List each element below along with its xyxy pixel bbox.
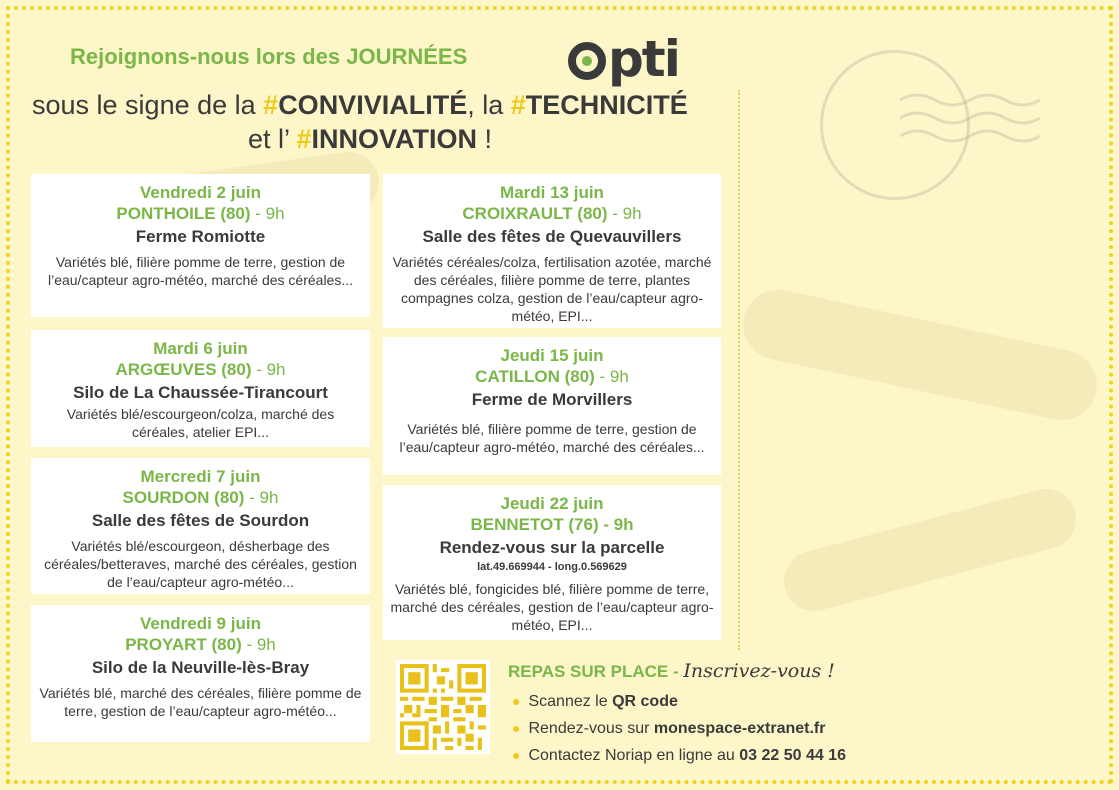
event-card	[383, 174, 721, 328]
header-line3	[248, 124, 492, 155]
event-town: CROIXRAULT (80)	[462, 204, 608, 223]
event-town: PONTHOILE (80)	[116, 204, 251, 223]
event-place	[31, 203, 370, 225]
event-card	[383, 337, 721, 475]
header-line2-mid: , la	[467, 90, 511, 120]
event-description: Variétés blé, marché des céréales, filière pomme de terre, gestion de l’eau/capteur agro-météo...	[39, 685, 362, 719]
list-item	[512, 715, 846, 742]
event-time: - 9h	[241, 635, 276, 654]
event-place	[31, 634, 370, 656]
event-date: Vendredi 9 juin	[140, 614, 261, 633]
bullet-bold: QR code	[612, 693, 678, 710]
keyword-technicite: TECHNICITÉ	[525, 90, 688, 120]
bullet-icon: ●	[512, 693, 521, 709]
event-place	[31, 359, 370, 381]
event-town: BENNETOT (76) - 9h	[470, 515, 634, 534]
repas-title-text: REPAS SUR PLACE -	[508, 662, 684, 681]
event-place	[383, 203, 721, 225]
header-line2-prefix: sous le signe de la	[32, 90, 264, 120]
event-description: Variétés blé/escourgeon, désherbage des céréales/betteraves, marché des céréales, gestion de l’eau/capteur agro-météo...	[44, 538, 357, 590]
qr-code[interactable]	[396, 660, 490, 754]
phone-number[interactable]: 03 22 50 44 16	[739, 747, 847, 764]
event-card	[31, 174, 370, 317]
header-line1: Rejoignons-nous lors des JOURNÉES	[70, 44, 468, 69]
event-date: Mardi 6 juin	[153, 339, 248, 358]
event-venue: Ferme de Morvillers	[471, 390, 633, 409]
opti-logo	[568, 30, 679, 88]
repas-signup-text: Inscrivez-vous !	[683, 660, 835, 682]
repas-title	[508, 660, 835, 682]
keyword-innovation: INNOVATION	[311, 124, 478, 154]
event-card	[383, 485, 721, 640]
event-town: ARGŒUVES (80)	[115, 360, 252, 379]
bullet-icon: ●	[512, 747, 521, 763]
list-item	[512, 688, 846, 715]
event-time: - 9h	[244, 488, 279, 507]
header-line3-suffix: !	[477, 124, 493, 154]
event-venue: Silo de la Neuville-lès-Bray	[91, 658, 310, 677]
qr-code-icon	[400, 664, 486, 750]
event-place	[383, 366, 721, 388]
header-line2	[32, 90, 688, 121]
bullet-text: Scannez le	[528, 693, 613, 710]
background-stroke	[777, 482, 1082, 618]
event-venue: Silo de La Chaussée-Tirancourt	[73, 383, 328, 402]
event-venue: Rendez-vous sur la parcelle	[439, 538, 665, 557]
event-card	[31, 330, 370, 447]
hash-symbol: #	[510, 90, 526, 120]
event-place	[383, 514, 721, 536]
repas-instructions	[512, 688, 846, 769]
list-item	[512, 742, 846, 769]
header-line3-prefix: et l’	[248, 124, 297, 154]
keyword-convivialite: CONVIVIALITÉ	[278, 90, 468, 120]
postmark-waves-icon	[900, 80, 1040, 160]
event-time: - 9h	[594, 367, 629, 386]
event-time: - 9h	[250, 204, 285, 223]
event-town: SOURDON (80)	[122, 488, 245, 507]
event-date: Vendredi 2 juin	[140, 183, 261, 202]
event-date: Mardi 13 juin	[500, 183, 604, 202]
event-date: Jeudi 22 juin	[500, 494, 604, 513]
event-card	[31, 458, 370, 594]
event-time: - 9h	[607, 204, 642, 223]
event-date: Jeudi 15 juin	[500, 346, 604, 365]
event-description: Variétés blé, filière pomme de terre, gestion de l’eau/capteur agro-météo, marché des céréales...	[47, 254, 354, 288]
event-place	[31, 487, 370, 509]
bullet-text: Rendez-vous sur	[528, 720, 654, 737]
website-link[interactable]: monespace-extranet.fr	[653, 720, 826, 737]
hash-symbol: #	[296, 124, 312, 154]
logo-text: pti	[608, 30, 679, 88]
postcard-divider	[738, 90, 740, 650]
event-description: Variétés céréales/colza, fertilisation azotée, marché des céréales, filière pomme de terre, plantes compagnes colza, gestion de l’eau/capteur agro-météo, EPI...	[392, 254, 712, 324]
event-description: Variétés blé, fongicides blé, filière pomme de terre, marché des céréales, gestion de l’eau/capteur agro-météo, EPI...	[390, 581, 714, 633]
event-description: Variétés blé, filière pomme de terre, gestion de l’eau/capteur agro-météo, marché des céréales...	[399, 421, 705, 455]
logo-o-icon	[568, 42, 606, 80]
bullet-icon: ●	[512, 720, 521, 736]
event-town: PROYART (80)	[125, 635, 242, 654]
event-venue: Salle des fêtes de Quevauvillers	[422, 227, 682, 246]
event-town: CATILLON (80)	[475, 367, 595, 386]
background-stroke	[737, 283, 1104, 426]
event-venue: Ferme Romiotte	[135, 227, 266, 246]
hash-symbol: #	[263, 90, 279, 120]
event-venue: Salle des fêtes de Sourdon	[91, 511, 310, 530]
event-time: - 9h	[251, 360, 286, 379]
event-date: Mercredi 7 juin	[140, 467, 261, 486]
event-coordinates: lat.49.669944 - long.0.569629	[477, 561, 627, 573]
event-card	[31, 605, 370, 742]
bullet-text: Contactez Noriap en ligne au	[528, 747, 740, 764]
event-description: Variétés blé/escourgeon/colza, marché des céréales, atelier EPI...	[66, 406, 335, 440]
